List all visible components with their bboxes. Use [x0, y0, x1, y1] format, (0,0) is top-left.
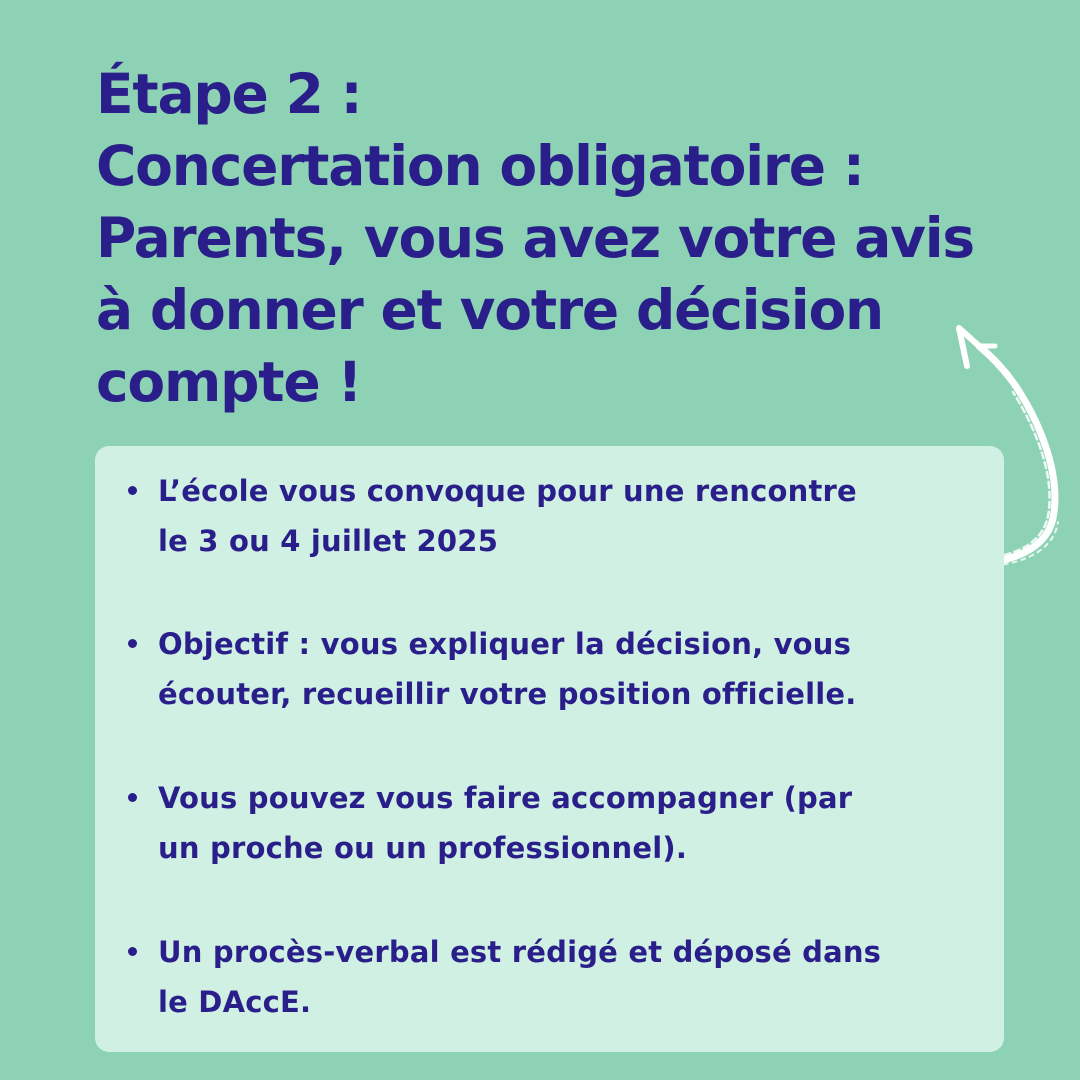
list-item-line: Vous pouvez vous faire accompagner (par — [158, 781, 853, 815]
bullet-dot-icon — [128, 639, 137, 648]
list-item — [158, 773, 988, 873]
bullet-list — [95, 446, 1004, 1052]
info-panel — [95, 446, 1004, 1052]
list-item-line: écouter, recueillir votre position officielle. — [158, 677, 857, 711]
page-title — [96, 58, 1016, 418]
list-item-line: le 3 ou 4 juillet 2025 — [158, 524, 499, 558]
bullet-dot-icon — [128, 486, 137, 495]
title-line: à donner et votre décision — [96, 278, 884, 342]
list-item-line: Objectif : vous expliquer la décision, vous — [158, 627, 852, 661]
list-item — [158, 927, 988, 1027]
bullet-dot-icon — [128, 793, 137, 802]
bullet-dot-icon — [128, 947, 137, 956]
title-line: Concertation obligatoire : — [96, 134, 864, 198]
title-line: Parents, vous avez votre avis — [96, 206, 974, 270]
list-item — [158, 619, 988, 719]
list-item-line: le DAccE. — [158, 985, 312, 1019]
list-item-line: Un procès-verbal est rédigé et déposé dans — [158, 935, 882, 969]
title-line: Étape 2 : — [96, 62, 362, 126]
list-item-line: un proche ou un professionnel). — [158, 831, 688, 865]
list-item — [158, 466, 988, 566]
title-line: compte ! — [96, 350, 362, 414]
list-item-line: L’école vous convoque pour une rencontre — [158, 474, 857, 508]
